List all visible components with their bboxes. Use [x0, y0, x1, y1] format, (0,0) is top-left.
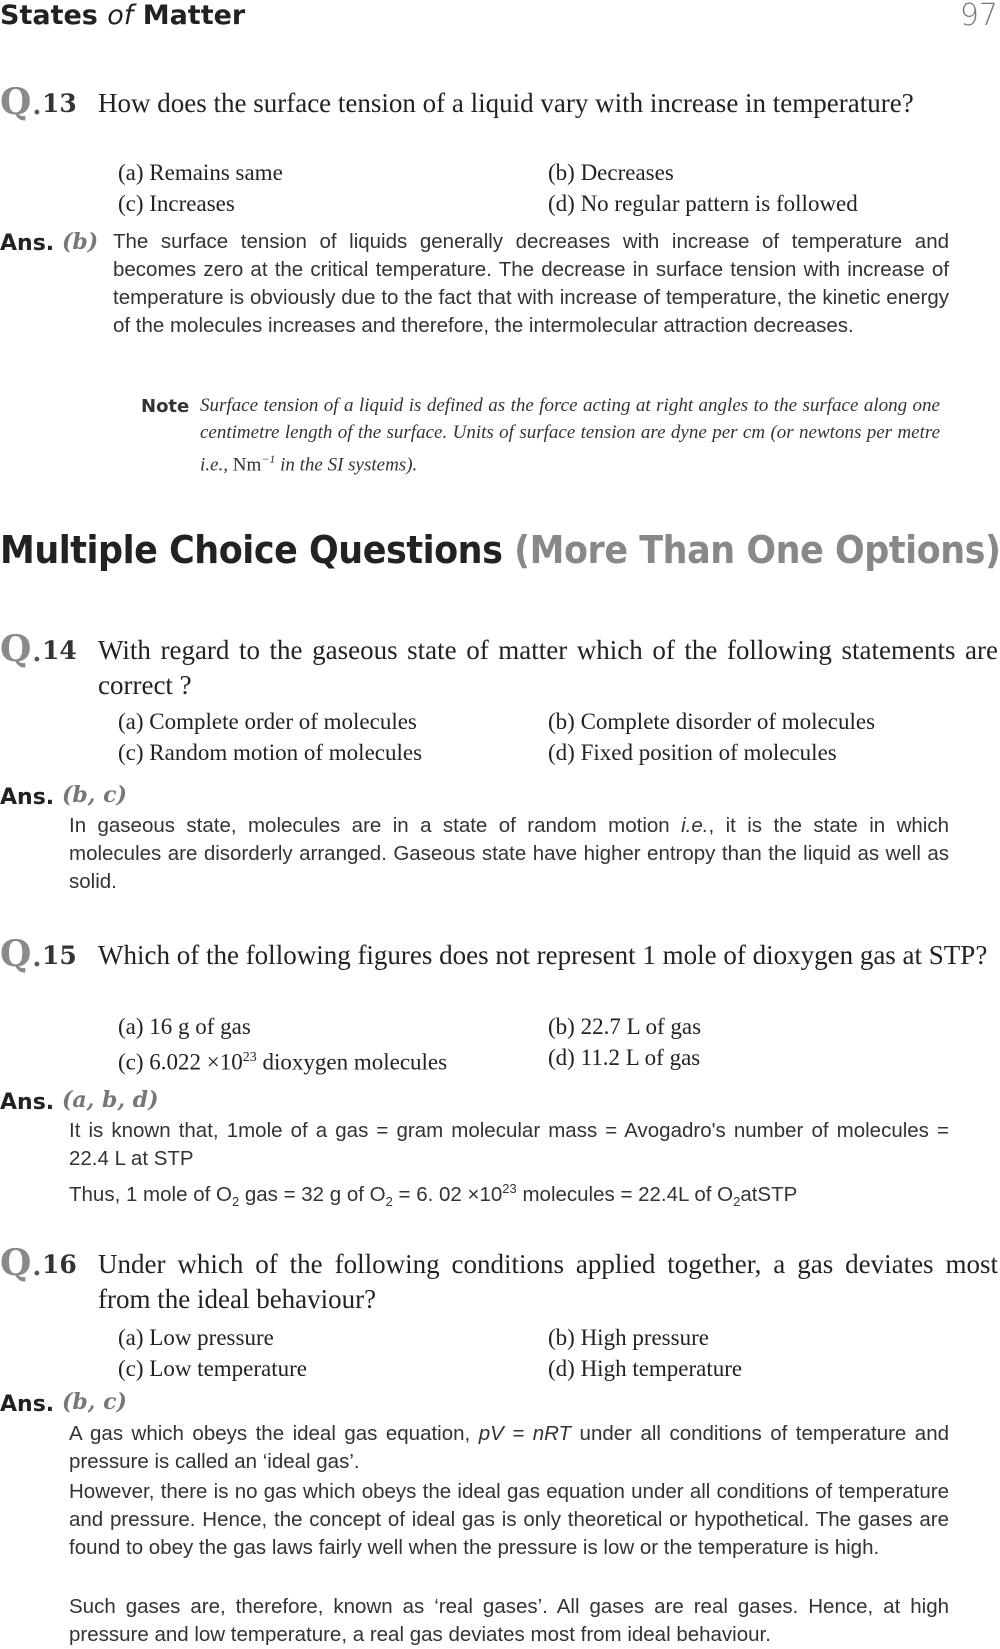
- question-text: How does the surface tension of a liquid vary with increase in temperature?: [98, 88, 914, 118]
- p1-equation: pV = nRT: [478, 1422, 572, 1445]
- option-d: (d) 11.2 L of gas: [548, 1045, 701, 1070]
- q14-explanation: [69, 812, 949, 896]
- q16-paragraph-3: Such gases are, therefore, known as ‘real gases’. All gases are real gases. Hence, at high pressure and low temperature, a real gas deviates most from ideal behaviour.: [69, 1595, 949, 1646]
- question-text: With regard to the gaseous state of matter which of the following statements are correct ?: [98, 635, 998, 700]
- answer-option: (b, c): [62, 782, 127, 808]
- question-13: [0, 81, 1000, 124]
- exp2-sub3: 2: [733, 1193, 741, 1209]
- option-d: (d) No regular pattern is followed: [548, 191, 858, 216]
- q13-explanation: The surface tension of liquids generally decreases with increase of temperature and becomes zero at the critical temperature. The decrease in surface tension with increase of temperature is obviously due to the fact that with increase of temperature, the kinetic energy of the molecules increases and therefore, the intermolecular attraction decreases.: [113, 230, 949, 337]
- option-c: [118, 1042, 548, 1078]
- option-b: (b) Complete disorder of molecules: [548, 709, 876, 734]
- option-c: (c) Random motion of molecules: [118, 740, 423, 765]
- q15-explanation-line1: It is known that, 1mole of a gas = gram molecular mass = Avogadro's number of molecules = 22.4 L at STP: [69, 1119, 949, 1170]
- q-marker-icon: Q.: [0, 81, 42, 123]
- option-a: (a) Low pressure: [118, 1325, 274, 1350]
- option-b: (b) Decreases: [548, 160, 674, 185]
- option-a: (a) 16 g of gas: [118, 1014, 251, 1039]
- question-16: [0, 1242, 1000, 1317]
- option-c-part1: (c) 6.022 ×10: [118, 1049, 243, 1075]
- q15-options: [118, 1011, 948, 1078]
- q-marker-icon: Q.: [0, 1242, 42, 1284]
- answer-option: (b): [62, 229, 99, 255]
- q16-options: [118, 1322, 948, 1384]
- answer-label: Ans.: [0, 1090, 55, 1115]
- note-superscript: −1: [261, 452, 276, 466]
- option-c: (c) Increases: [118, 191, 235, 216]
- question-number: 16: [42, 1250, 77, 1279]
- option-b: (b) High pressure: [548, 1325, 709, 1350]
- exp-part-2: , it is the state in which molecules are disorderly arranged. Gaseous state have higher entropy than the liquid as well as solid.: [69, 814, 950, 893]
- option-d: (d) Fixed position of molecules: [548, 740, 837, 765]
- option-a: (a) Remains same: [118, 160, 283, 185]
- exp-part-1: In gaseous state, molecules are in a state of random motion: [69, 814, 682, 837]
- note-text-1: Surface tension of a liquid is defined as the force acting at right angles to the surface along one centimetre length of the surface. Units of surface tension are dyne per cm (or newtons per metre i.e.,: [200, 395, 940, 476]
- answer-label: Ans.: [0, 1392, 55, 1417]
- option-c: (c) Low temperature: [118, 1356, 308, 1381]
- exp2-a: Thus, 1 mole of O: [69, 1182, 232, 1206]
- answer-option: (a, b, d): [62, 1087, 159, 1113]
- exp2-d: molecules = 22.4L of O: [516, 1182, 734, 1206]
- question-number: 15: [42, 941, 77, 970]
- option-d: (d) High temperature: [548, 1356, 743, 1381]
- question-15: [0, 933, 1000, 976]
- option-c-sup: 23: [242, 1050, 257, 1065]
- p1-a: A gas which obeys the ideal gas equation,: [69, 1422, 479, 1445]
- note-text: [200, 392, 940, 478]
- answer-label: Ans.: [0, 231, 55, 256]
- q-marker-icon: Q.: [0, 628, 42, 670]
- chapter-title-part2: Matter: [133, 0, 246, 31]
- option-a: (a) Complete order of molecules: [118, 709, 417, 734]
- answer-option: (b, c): [62, 1389, 127, 1415]
- p1-b: under all conditions of temperature and pressure is called an ‘ideal gas’.: [69, 1422, 949, 1473]
- option-c-part2: dioxygen molecules: [256, 1049, 448, 1075]
- q16-paragraph-2: However, there is no gas which obeys the ideal gas equation under all conditions of temperature and pressure. Hence, the concept of ideal gas is only theoretical or hypothetical. The gases are found to obey the gas laws fairly well when the pressure is low or the temperature is high.: [69, 1480, 949, 1559]
- note-label: Note: [141, 396, 190, 417]
- chapter-title-of: of: [107, 0, 134, 31]
- exp2-e: atSTP: [740, 1182, 798, 1206]
- exp-ie: i.e.: [681, 814, 709, 837]
- section-heading: [0, 528, 1000, 572]
- page-number: 97: [959, 0, 998, 33]
- option-b: (b) 22.7 L of gas: [548, 1014, 702, 1039]
- answer-label: Ans.: [0, 785, 55, 810]
- q-marker-icon: Q.: [0, 933, 42, 975]
- exp2-sub1: 2: [231, 1193, 240, 1209]
- q14-options: [118, 706, 948, 768]
- section-title: Multiple Choice Questions: [0, 528, 515, 572]
- section-highlight: (More Than One Options): [514, 528, 1000, 572]
- exp2-sup: 23: [502, 1181, 517, 1196]
- question-text: Which of the following figures does not represent 1 mole of dioxygen gas at STP?: [98, 940, 988, 970]
- q16-paragraph-1: [69, 1420, 949, 1476]
- question-14: [0, 628, 1000, 703]
- exp2-b: gas = 32 g of O: [239, 1182, 386, 1206]
- chapter-title-part1: States: [0, 0, 108, 31]
- exp2-c: = 6. 02 ×10: [392, 1182, 503, 1206]
- question-number: 13: [42, 89, 77, 118]
- question-text: Under which of the following conditions applied together, a gas deviates most from the ideal behaviour?: [98, 1249, 998, 1314]
- running-head: [0, 0, 245, 31]
- exp2-sub2: 2: [385, 1193, 393, 1209]
- q15-explanation-line2: [69, 1175, 949, 1216]
- q13-options: [118, 157, 948, 219]
- question-number: 14: [42, 636, 77, 665]
- note-unit: Nm: [232, 454, 262, 476]
- note-text-2: in the SI systems).: [275, 454, 418, 476]
